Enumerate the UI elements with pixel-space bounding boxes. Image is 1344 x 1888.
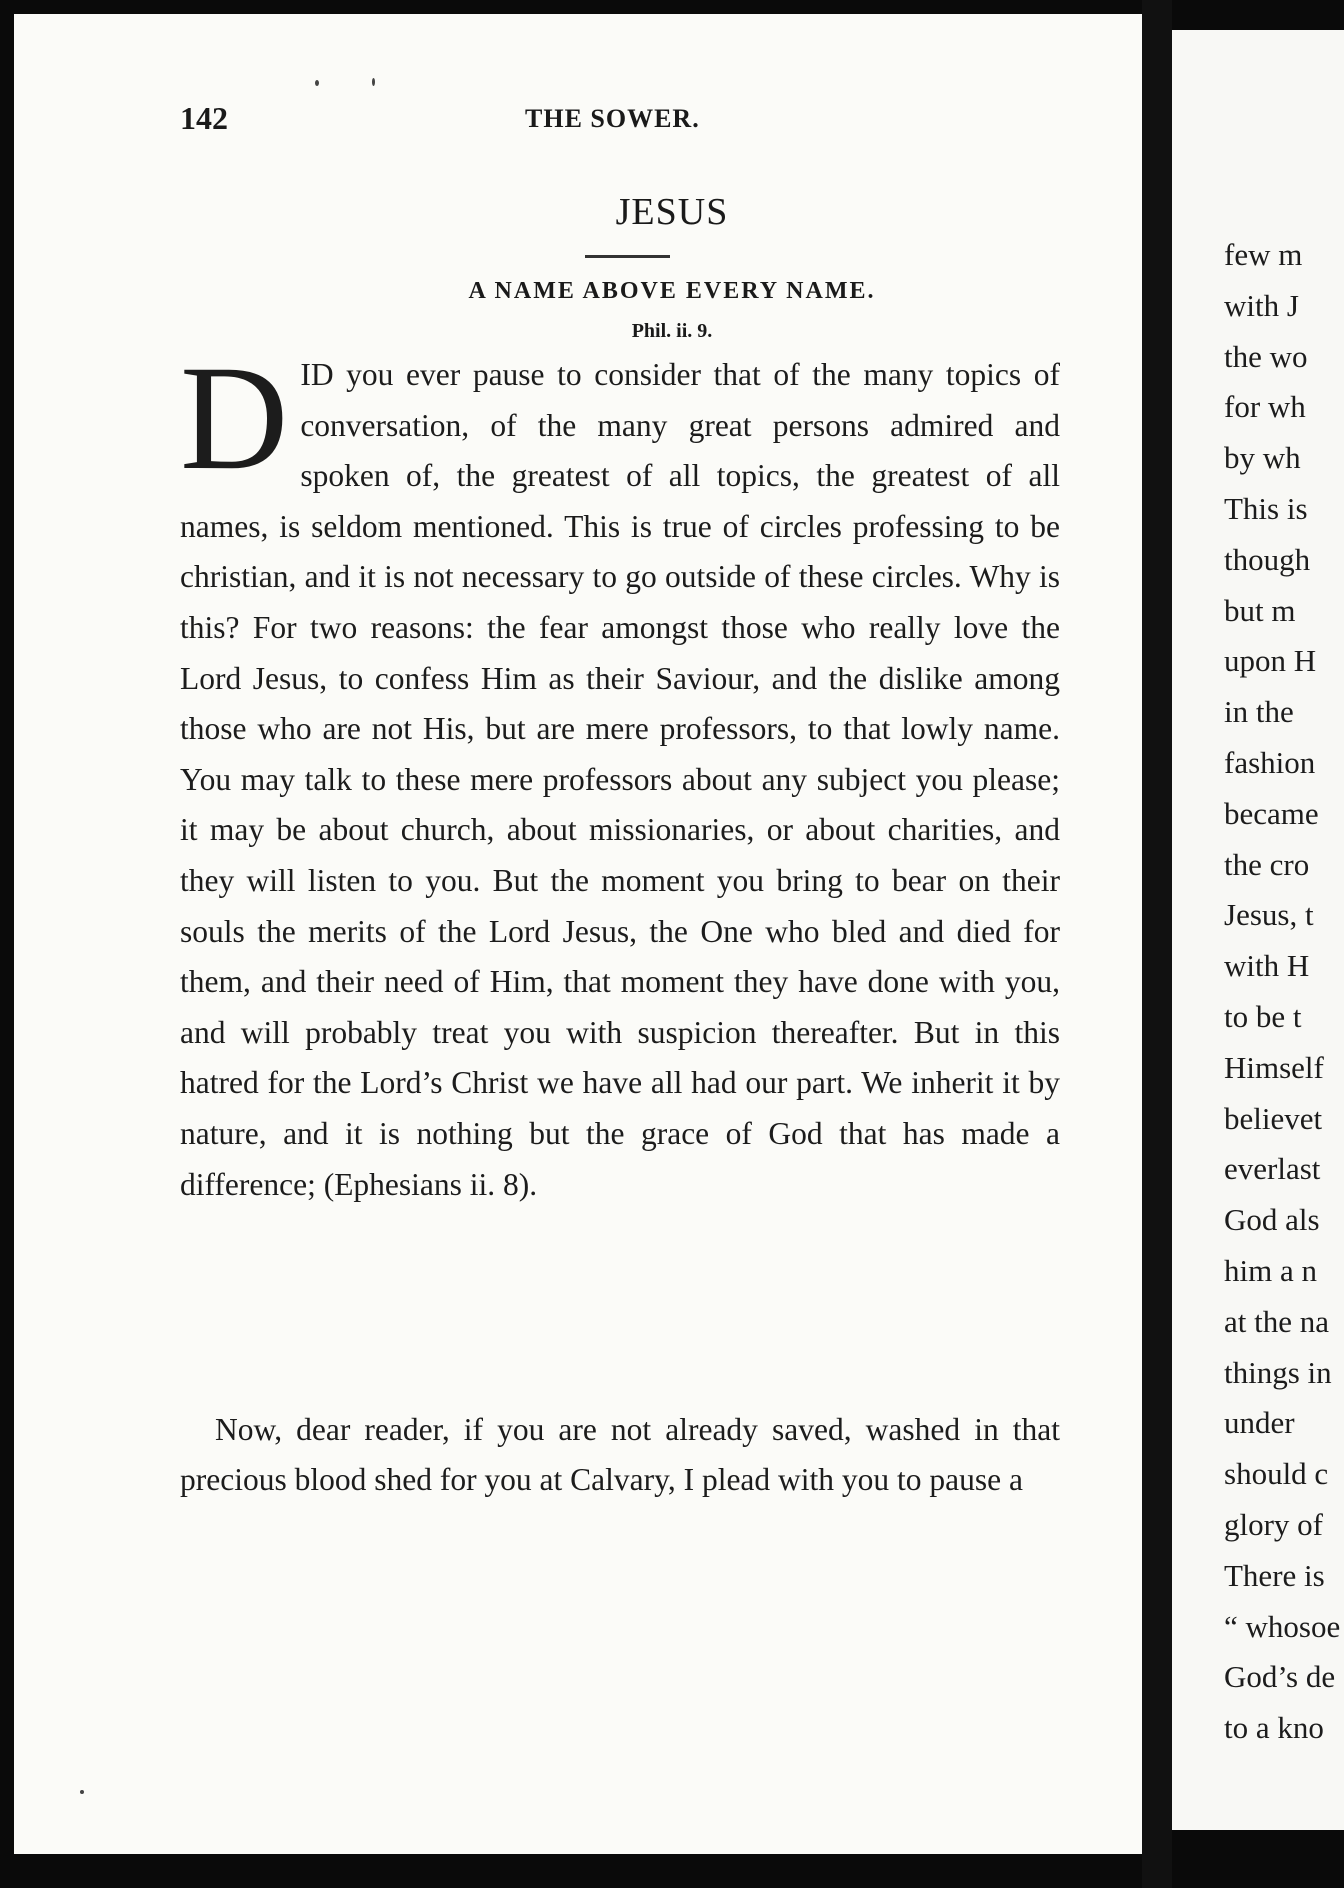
facing-line: the wo (1224, 338, 1308, 374)
facing-line: upon H (1224, 643, 1317, 679)
facing-line: Himself (1224, 1049, 1324, 1085)
facing-line: the cro (1224, 846, 1310, 882)
facing-line: things in (1224, 1354, 1332, 1390)
facing-line: This is (1224, 490, 1308, 526)
facing-page-text (1224, 230, 1344, 1754)
facing-line: fashion (1224, 744, 1316, 780)
article-subtitle: A NAME ABOVE EVERY NAME. (468, 278, 876, 304)
facing-line: with J (1224, 287, 1299, 323)
facing-line: though (1224, 541, 1311, 577)
facing-line: with H (1224, 948, 1310, 984)
facing-line: There is (1224, 1557, 1325, 1593)
facing-line: by wh (1224, 440, 1301, 476)
facing-line: to be t (1224, 998, 1302, 1034)
article-title: JESUS (615, 191, 729, 233)
facing-line: him a n (1224, 1252, 1317, 1288)
facing-line: for wh (1224, 389, 1306, 425)
scan-speck (372, 78, 375, 86)
facing-line: God als (1224, 1202, 1320, 1238)
scan-speck (315, 80, 319, 86)
facing-line: became (1224, 795, 1319, 831)
facing-line: everlast (1224, 1151, 1321, 1187)
body-paragraph (180, 335, 1060, 1210)
scan-speck (80, 1790, 84, 1794)
facing-line: few m (1224, 237, 1303, 272)
paragraph-text: Now, dear reader, if you are not already saved, washed in that precious blood shed for you at Calvary, I plead with you to pause a (180, 1412, 1060, 1497)
body-paragraph (180, 1405, 1060, 1505)
facing-line: glory of (1224, 1506, 1324, 1542)
facing-line: God’s de (1224, 1659, 1336, 1695)
drop-cap: D (180, 335, 289, 501)
facing-line: “ whosoe (1224, 1608, 1341, 1644)
page-number: 142 (180, 100, 228, 136)
facing-line: Jesus, t (1224, 897, 1314, 933)
facing-line: at the na (1224, 1303, 1330, 1339)
facing-line: believet (1224, 1100, 1323, 1136)
scripture-reference: Phil. ii. 9. (631, 320, 713, 342)
running-head (0, 100, 1344, 140)
facing-line: to a kno (1224, 1710, 1324, 1746)
journal-title: THE SOWER. (525, 104, 700, 133)
facing-line: but m (1224, 592, 1296, 628)
facing-line: should c (1224, 1456, 1329, 1492)
paragraph-text: ID you ever pause to consider that of the many topics of conversation, of the many great persons admired and spoken of, the greatest of all topics, the greatest of all names, is seldom mentioned. This is true of circles professing to be christian, and it is not necessary to go outside of these circles. Why is this? For two reasons: the fear amongst those who really love the Lord Jesus, to confess Him as their Saviour, and the dislike among those who are not His, but are mere professors, to that lowly name. You may talk to these mere professors about any subject you please; it may be about church, about missionaries, or about charities, and they will listen to you. But the moment you bring to bear on their souls the merits of the Lord Jesus, the One who bled and died for them, and their need of Him, that moment they have done with you, and will probably treat you with suspicion thereafter. But in this hatred for the Lord’s Christ we have all had our part. We inherit it by nature, and it is nothing but the grace of God that has made a difference; (Ephesians ii. 8). (180, 357, 1060, 1202)
facing-line: in the (1224, 694, 1294, 730)
title-divider (585, 255, 670, 258)
facing-line: under (1224, 1405, 1295, 1441)
